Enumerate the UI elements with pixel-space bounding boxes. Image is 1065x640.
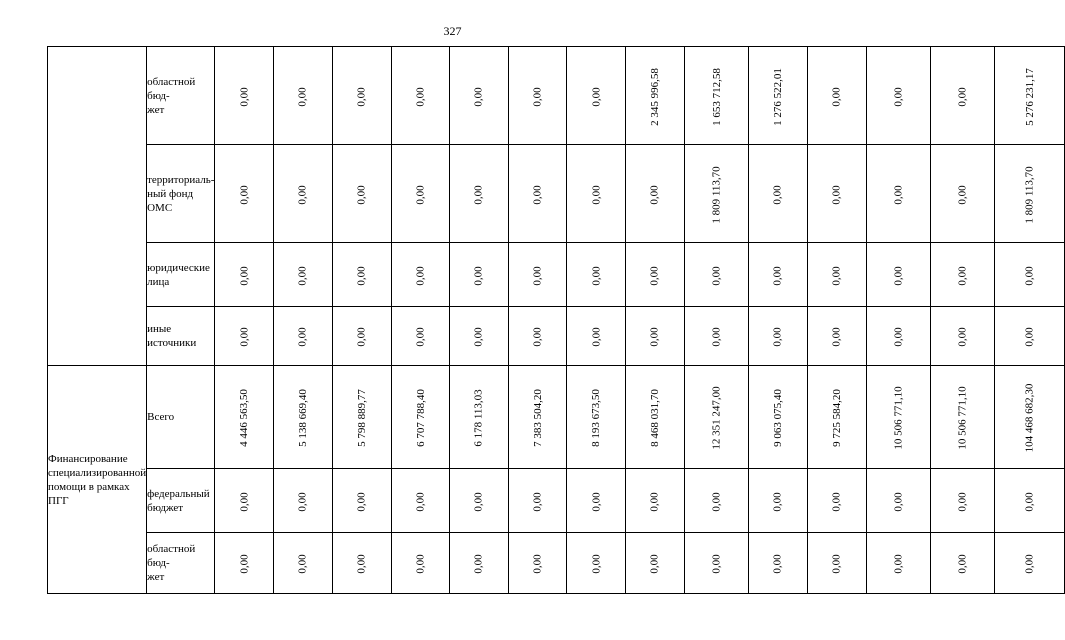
value-text: 0,00 [649,265,662,286]
value-text: 0,00 [590,327,603,347]
value-cell [508,366,567,469]
value-cell [684,366,748,469]
value-cell [508,533,567,594]
value-text: 1 276 522,01 [772,67,785,126]
value-cell [567,47,626,145]
value-text: 1 809 113,70 [1023,165,1036,224]
value-cell [450,47,508,145]
value-cell [274,533,333,594]
value-cell [995,533,1065,594]
value-text: 0,00 [710,554,723,574]
value-cell [807,469,866,533]
value-cell [626,533,685,594]
value-text: 0,00 [830,265,843,286]
value-text: 0,00 [414,265,427,286]
value-cell [332,243,391,307]
value-cell [930,307,994,366]
value-cell [567,366,626,469]
value-text: 0,00 [956,554,969,574]
funding-source-cell: областной бюд- жет [147,533,215,594]
value-text: 9 063 075,40 [772,389,785,447]
value-cell [684,243,748,307]
value-text: 0,00 [892,327,905,347]
value-text: 0,00 [1023,327,1036,347]
value-cell [215,533,274,594]
value-cell [749,533,808,594]
value-cell [626,145,685,243]
value-cell [332,366,391,469]
value-cell [508,243,567,307]
value-cell [508,469,567,533]
value-text: 0,00 [414,491,427,512]
budget-table [47,46,1065,594]
value-text: 0,00 [830,86,843,107]
value-cell [866,243,930,307]
value-cell [450,243,508,307]
value-text: 0,00 [710,265,723,286]
value-cell [391,243,450,307]
value-cell [567,533,626,594]
value-text: 0,00 [590,265,603,286]
table-row [48,243,1065,307]
value-cell [215,47,274,145]
value-cell [391,47,450,145]
value-cell [215,469,274,533]
value-cell [930,533,994,594]
value-cell [450,469,508,533]
value-text: 104 468 682,30 [1023,383,1036,453]
value-cell [567,469,626,533]
value-cell [866,47,930,145]
value-cell [567,145,626,243]
value-text: 0,00 [830,491,843,512]
value-text: 0,00 [590,184,603,205]
value-cell [274,145,333,243]
value-text: 0,00 [297,327,310,347]
value-cell [684,469,748,533]
value-text: 0,00 [892,265,905,286]
value-text: 0,00 [238,86,251,107]
value-text: 0,00 [297,491,310,512]
value-text: 2 345 996,58 [649,67,662,126]
value-text: 10 506 771,10 [892,386,905,450]
value-cell [215,366,274,469]
value-text: 0,00 [297,184,310,205]
value-text: 0,00 [531,327,544,347]
value-text: 0,00 [414,184,427,205]
value-cell [391,469,450,533]
value-cell [391,145,450,243]
value-text: 6 178 113,03 [473,389,486,447]
value-cell [274,469,333,533]
value-text: 5 798 889,77 [355,389,368,447]
value-cell [995,469,1065,533]
value-text: 0,00 [772,491,785,512]
value-cell [749,307,808,366]
value-cell [807,47,866,145]
table-row [48,307,1065,366]
value-cell [450,307,508,366]
table-row [48,469,1065,533]
value-cell [684,145,748,243]
value-cell [508,307,567,366]
value-text: 0,00 [956,184,969,205]
value-text: 0,00 [414,86,427,107]
funding-source-cell: областной бюд- жет [147,47,215,145]
value-text: 1 653 712,58 [710,67,723,126]
value-cell [450,366,508,469]
value-cell [332,47,391,145]
value-text: 0,00 [355,491,368,512]
value-text: 0,00 [892,86,905,107]
value-text: 0,00 [590,86,603,107]
value-cell [807,243,866,307]
value-text: 0,00 [414,327,427,347]
value-cell [995,307,1065,366]
value-cell [684,47,748,145]
value-text: 0,00 [355,554,368,574]
value-text: 8 468 031,70 [649,389,662,447]
value-text: 0,00 [297,86,310,107]
value-cell [391,307,450,366]
value-text: 10 506 771,10 [956,386,969,450]
value-text: 0,00 [531,554,544,574]
value-text: 0,00 [238,184,251,205]
value-text: 0,00 [355,184,368,205]
value-cell [508,47,567,145]
funding-source-cell: территориаль- ный фонд ОМС [147,145,215,243]
value-cell [626,307,685,366]
value-text: 0,00 [238,491,251,512]
value-text: 0,00 [473,491,486,512]
value-text: 0,00 [414,554,427,574]
value-cell [332,533,391,594]
value-text: 0,00 [649,184,662,205]
value-cell [332,145,391,243]
value-text: 0,00 [1023,265,1036,286]
value-cell [866,145,930,243]
value-text: 6 707 788,40 [414,389,427,447]
value-text: 0,00 [590,491,603,512]
value-text: 0,00 [355,265,368,286]
value-text: 0,00 [710,327,723,347]
value-cell [332,469,391,533]
value-text: 0,00 [649,327,662,347]
value-text: 5 138 669,40 [297,389,310,447]
value-text: 0,00 [772,554,785,574]
value-cell [749,47,808,145]
value-text: 0,00 [531,184,544,205]
value-text: 0,00 [238,327,251,347]
value-text: 0,00 [238,554,251,574]
value-cell [274,366,333,469]
value-text: 5 276 231,17 [1023,67,1036,126]
value-cell [749,243,808,307]
value-cell [684,533,748,594]
value-text: 0,00 [1023,554,1036,574]
value-text: 0,00 [956,265,969,286]
value-cell [807,145,866,243]
value-cell [930,47,994,145]
value-cell [274,243,333,307]
value-cell [866,307,930,366]
value-cell [807,366,866,469]
value-text: 0,00 [297,265,310,286]
funding-source-cell: федеральный бюджет [147,469,215,533]
value-cell [274,307,333,366]
value-text: 9 725 584,20 [830,389,843,447]
value-cell [626,47,685,145]
value-text: 0,00 [473,86,486,107]
value-text: 0,00 [1023,491,1036,512]
value-cell [807,307,866,366]
value-cell [450,533,508,594]
value-text: 0,00 [892,491,905,512]
funding-source-cell: юридические лица [147,243,215,307]
table-row [48,145,1065,243]
value-text: 12 351 247,00 [710,386,723,450]
value-cell [215,243,274,307]
value-cell [866,469,930,533]
value-cell [626,469,685,533]
value-text: 0,00 [830,554,843,574]
value-text: 0,00 [772,265,785,286]
value-text: 0,00 [531,265,544,286]
value-text: 0,00 [473,184,486,205]
value-text: 0,00 [355,86,368,107]
value-text: 0,00 [590,554,603,574]
value-cell [332,307,391,366]
value-cell [930,145,994,243]
value-text: 0,00 [531,86,544,107]
value-cell [866,533,930,594]
value-cell [567,307,626,366]
value-cell [450,145,508,243]
value-cell [215,307,274,366]
value-text: 0,00 [892,184,905,205]
value-text: 4 446 563,50 [238,389,251,447]
value-cell [930,469,994,533]
value-text: 0,00 [297,554,310,574]
funding-source-cell: иные источники [147,307,215,366]
value-text: 0,00 [473,554,486,574]
section-title: Финансирование специализированной помощи в рамках ПГГ [48,366,147,594]
value-text: 0,00 [772,327,785,347]
value-text: 0,00 [956,327,969,347]
section-title [48,47,147,366]
value-cell [807,533,866,594]
value-cell [626,366,685,469]
value-text: 8 193 673,50 [590,389,603,447]
value-text: 0,00 [238,265,251,286]
value-text: 0,00 [772,184,785,205]
value-cell [215,145,274,243]
value-cell [866,366,930,469]
value-text: 0,00 [649,554,662,574]
value-cell [930,366,994,469]
value-text: 0,00 [892,554,905,574]
value-cell [995,47,1065,145]
value-cell [274,47,333,145]
funding-source-cell: Всего [147,366,215,469]
value-cell [567,243,626,307]
value-cell [995,243,1065,307]
value-cell [930,243,994,307]
value-cell [391,366,450,469]
value-text: 0,00 [531,491,544,512]
value-text: 0,00 [956,491,969,512]
value-text: 0,00 [649,491,662,512]
value-text: 0,00 [830,184,843,205]
value-cell [995,366,1065,469]
value-cell [749,366,808,469]
value-text: 0,00 [830,327,843,347]
table-row [48,366,1065,469]
value-cell [684,307,748,366]
value-cell [749,145,808,243]
value-text: 0,00 [473,265,486,286]
value-text: 7 383 504,20 [531,389,544,447]
table-row [48,533,1065,594]
value-cell [626,243,685,307]
value-text: 0,00 [355,327,368,347]
value-text: 0,00 [710,491,723,512]
value-cell [391,533,450,594]
value-text: 0,00 [956,86,969,107]
page-number: 327 [443,24,462,38]
table-row [48,47,1065,145]
value-text: 0,00 [473,327,486,347]
value-cell [508,145,567,243]
value-cell [749,469,808,533]
value-cell [995,145,1065,243]
value-text: 1 809 113,70 [710,165,723,224]
